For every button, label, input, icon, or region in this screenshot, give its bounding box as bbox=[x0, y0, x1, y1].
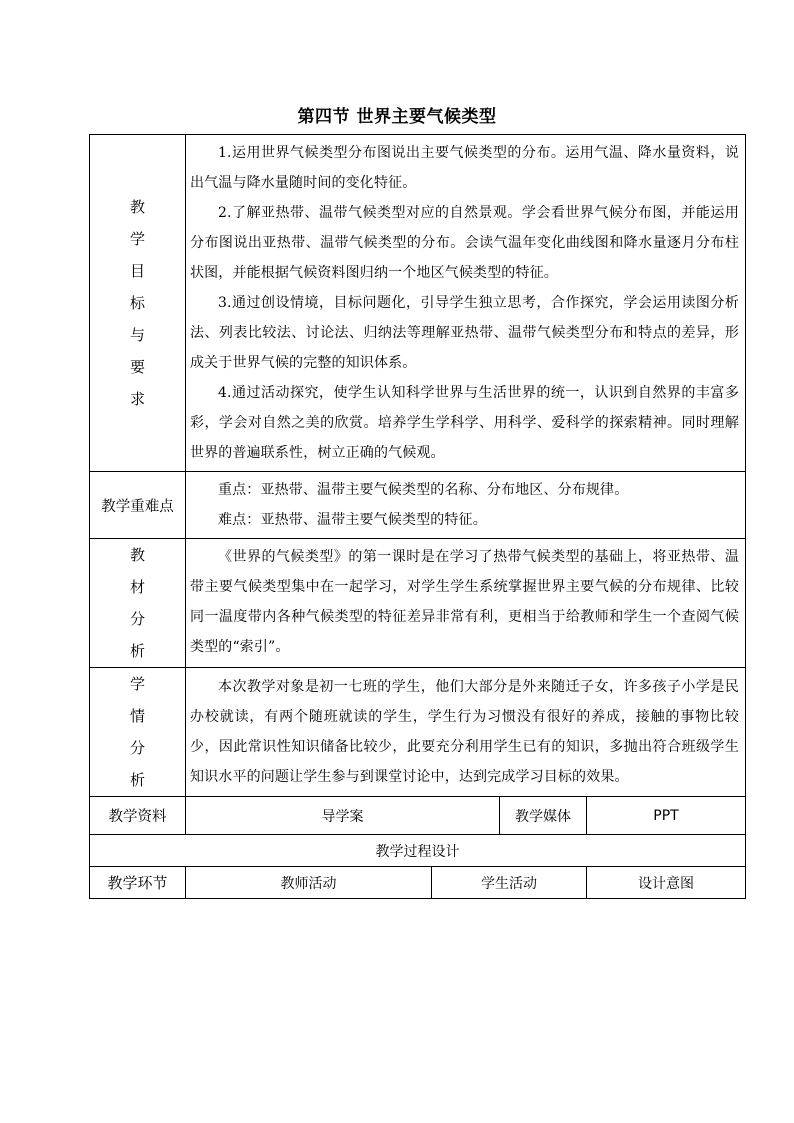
lesson-plan-table bbox=[89, 134, 746, 899]
resources-row bbox=[90, 797, 746, 835]
objectives-label-char: 教 bbox=[129, 198, 145, 216]
key-points-label: 教学重难点 bbox=[90, 472, 186, 539]
page-title: 第四节 世界主要气候类型 bbox=[297, 107, 497, 127]
student-analysis-label bbox=[90, 668, 186, 797]
resources-label: 教学资料 bbox=[90, 797, 186, 835]
material-analysis-label-char: 教 bbox=[129, 546, 145, 564]
objectives-label-char: 要 bbox=[129, 358, 145, 376]
material-analysis-paragraph: 《世界的气候类型》的第一课时是在学习了热带气候类型的基础上，将亚热带、温带主要气候类型集中在一起学习，对学生学生系统掌握世界主要气候的分布规律、比较同一温度带内各种气候类型的特征差异非常有利，更相当于给教师和学生一个查阅气候类型的“索引”。 bbox=[190, 549, 740, 655]
student-analysis-paragraph: 本次教学对象是初一七班的学生，他们大部分是外来随迁子女，许多孩子小学是民办校就读，有两个随班就读的学生，学生行为习惯没有很好的养成，接触的事物比较少，因此常识性知识储备比较少，此要充分利用学生已有的知识，多抛出符合班级学生知识水平的问题让学生参与到课堂讨论中，达到完成学习目标的效果。 bbox=[190, 679, 740, 785]
process-title: 教学过程设计 bbox=[90, 835, 746, 867]
process-title-row bbox=[90, 835, 746, 867]
material-analysis-label-char: 析 bbox=[129, 642, 145, 660]
objectives-label bbox=[90, 135, 186, 472]
process-header-row bbox=[90, 867, 746, 899]
header-design-intent: 设计意图 bbox=[587, 867, 746, 899]
objective-paragraph: 3.通过创设情境，目标问题化，引导学生独立思考，合作探究，学会运用读图分析法、列表比较法、讨论法、归纳法等理解亚热带、温带气候类型分布和特点的差异，形成关于世界气候的完整的知识体系。 bbox=[190, 295, 740, 371]
key-point-paragraph: 重点：亚热带、温带主要气候类型的名称、分布地区、分布规律。 bbox=[218, 482, 629, 498]
header-student-activity: 学生活动 bbox=[432, 867, 587, 899]
material-analysis-label-char: 分 bbox=[129, 610, 145, 628]
header-teacher-activity: 教师活动 bbox=[186, 867, 432, 899]
material-analysis-label-char: 材 bbox=[129, 578, 145, 596]
student-analysis-label-char: 析 bbox=[129, 771, 145, 789]
objective-paragraph: 4.通过活动探究，使学生认知科学世界与生活世界的统一，认识到自然界的丰富多彩，学会对自然之美的欣赏。培养学生学科学、用科学、爱科学的探索精神。同时理解世界的普遍联系性，树立正确的气候观。 bbox=[190, 385, 740, 461]
student-analysis-label-char: 学 bbox=[129, 675, 145, 693]
student-analysis-row bbox=[90, 668, 746, 797]
header-teaching-stage: 教学环节 bbox=[90, 867, 186, 899]
student-analysis-label-char: 情 bbox=[129, 707, 145, 725]
media-value: PPT bbox=[587, 797, 746, 835]
objectives-label-char: 与 bbox=[129, 326, 145, 344]
material-analysis-label bbox=[90, 539, 186, 668]
material-analysis-row bbox=[90, 539, 746, 668]
objectives-label-char: 学 bbox=[129, 230, 145, 248]
objective-paragraph: 1.运用世界气候类型分布图说出主要气候类型的分布。运用气温、降水量资料，说出气温与降水量随时间的变化特征。 bbox=[190, 145, 740, 191]
key-points-row bbox=[90, 472, 746, 539]
objectives-row bbox=[90, 135, 746, 472]
material-analysis-content bbox=[186, 539, 746, 668]
student-analysis-label-char: 分 bbox=[129, 739, 145, 757]
objectives-content bbox=[186, 135, 746, 472]
objectives-label-char: 标 bbox=[129, 294, 145, 312]
student-analysis-content bbox=[186, 668, 746, 797]
objectives-label-char: 求 bbox=[129, 390, 145, 408]
objectives-label-char: 目 bbox=[129, 262, 145, 280]
key-points-content bbox=[186, 472, 746, 539]
difficult-point-paragraph: 难点：亚热带、温带主要气候类型的特征。 bbox=[218, 512, 487, 528]
objective-paragraph: 2.了解亚热带、温带气候类型对应的自然景观。学会看世界气候分布图，并能运用分布图说出亚热带、温带气候类型的分布。会读气温年变化曲线图和降水量逐月分布柱状图，并能根据气候资料图归纳一个地区气候类型的特征。 bbox=[190, 205, 740, 281]
media-label: 教学媒体 bbox=[500, 797, 587, 835]
resources-value: 导学案 bbox=[186, 797, 500, 835]
